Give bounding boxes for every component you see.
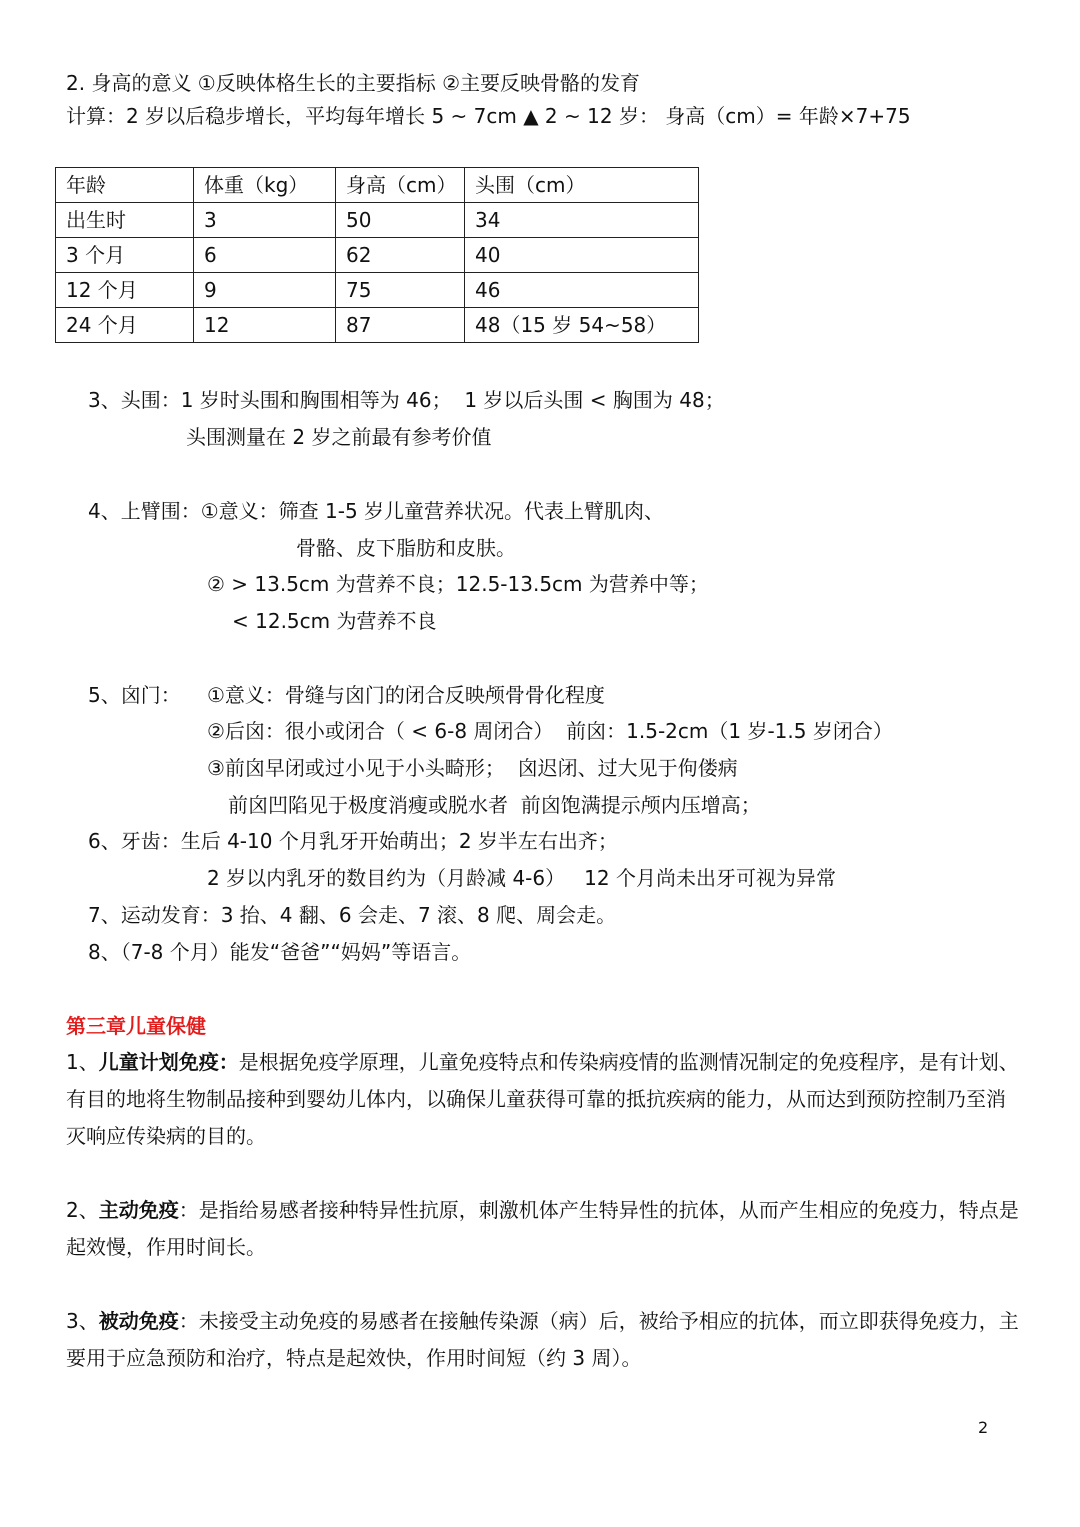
- table-cell: 6: [194, 238, 336, 273]
- paragraph-number: 2、: [66, 1198, 99, 1222]
- teeth-line-2: 2 岁以内乳牙的数目约为（月龄减 4-6） 12 个月尚未出牙可视为异常: [207, 866, 836, 890]
- paragraph-number: 1、: [66, 1050, 99, 1074]
- table-cell: 50: [336, 203, 465, 238]
- upper-arm-line-4: < 12.5cm 为营养不良: [232, 609, 437, 633]
- table-row: [56, 308, 699, 343]
- table-cell: 75: [336, 273, 465, 308]
- fontanelle-line-4: 前囟凹陷见于极度消瘦或脱水者 前囟饱满提示颅内压增高；: [228, 793, 761, 817]
- active-immunization-paragraph: [66, 1192, 1021, 1266]
- table-cell: 9: [194, 273, 336, 308]
- chapter-title: 第三章儿童保健: [66, 1014, 206, 1038]
- table-row: [56, 203, 699, 238]
- table-row: [56, 273, 699, 308]
- paragraph-text: 是根据免疫学原理，儿童免疫特点和传染病疫情的监测情况制定的免疫程序，是有计划、有目的地将生物制品接种到婴幼儿体内，以确保儿童获得可靠的抵抗疾病的能力，从而达到预防控制乃至消灭响应传染病的目的。: [66, 1050, 1019, 1148]
- table-cell: 12: [194, 308, 336, 343]
- fontanelle-label: 5、囟门：: [88, 683, 181, 707]
- upper-arm-line-3: ② > 13.5cm 为营养不良；12.5-13.5cm 为营养中等；: [207, 572, 709, 596]
- table-cell: 40: [465, 238, 699, 273]
- upper-arm-line-2: 骨骼、皮下脂肪和皮肤。: [296, 536, 516, 560]
- upper-arm-line-1: 4、上臂围：①意义：筛查 1-5 岁儿童营养状况。代表上臂肌肉、: [88, 499, 665, 523]
- header-height: 身高（cm）: [336, 168, 465, 203]
- table-cell: 62: [336, 238, 465, 273]
- head-circumference-note: 头围测量在 2 岁之前最有参考价值: [186, 425, 492, 449]
- planned-immunization-paragraph: [66, 1044, 1021, 1155]
- fontanelle-line-3: ③前囟早闭或过小见于小头畸形； 囟迟闭、过大见于佝偻病: [207, 756, 738, 780]
- growth-table: [55, 167, 699, 343]
- table-cell: 87: [336, 308, 465, 343]
- table-cell: 24 个月: [56, 308, 194, 343]
- paragraph-number: 3、: [66, 1309, 99, 1333]
- table-cell: 12 个月: [56, 273, 194, 308]
- teeth-line-1: 6、牙齿：生后 4-10 个月乳牙开始萌出；2 岁半左右出齐；: [88, 829, 618, 853]
- head-circumference-line: 3、头围：1 岁时头围和胸围相等为 46； 1 岁以后头围 < 胸围为 48；: [88, 388, 725, 412]
- table-cell: 34: [465, 203, 699, 238]
- height-calculation-line: 计算：2 岁以后稳步增长，平均每年增长 5 ~ 7cm ▲ 2 ~ 12 岁： 身高（cm）= 年龄×7+75: [66, 104, 911, 128]
- table-cell: 3 个月: [56, 238, 194, 273]
- table-cell: 出生时: [56, 203, 194, 238]
- language-development-line: 8、（7-8 个月）能发“爸爸”“妈妈”等语言。: [88, 940, 472, 964]
- fontanelle-line-2: ②后囟：很小或闭合（ < 6-8 周闭合） 前囟：1.5-2cm（1 岁-1.5 岁闭合）: [207, 719, 893, 743]
- height-significance-line: 2. 身高的意义 ①反映体格生长的主要指标 ②主要反映骨骼的发育: [66, 71, 641, 95]
- table-row: [56, 238, 699, 273]
- table-cell: 3: [194, 203, 336, 238]
- table-cell: 46: [465, 273, 699, 308]
- paragraph-text: ：未接受主动免疫的易感者在接触传染源（病）后，被给予相应的抗体，而立即获得免疫力，主要用于应急预防和治疗，特点是起效快，作用时间短（约 3 周）。: [66, 1309, 1019, 1370]
- term-active-immunization: 主动免疫: [98, 1198, 179, 1222]
- paragraph-text: ：是指给易感者接种特异性抗原，刺激机体产生特异性的抗体，从而产生相应的免疫力，特点是起效慢，作用时间长。: [66, 1198, 1019, 1259]
- passive-immunization-paragraph: [66, 1303, 1021, 1377]
- header-head-circumference: 头围（cm）: [465, 168, 699, 203]
- term-planned-immunization: 儿童计划免疫：: [98, 1050, 239, 1074]
- table-header-row: [56, 168, 699, 203]
- table-cell: 48（15 岁 54~58）: [465, 308, 699, 343]
- fontanelle-line-1: ①意义：骨缝与囟门的闭合反映颅骨骨化程度: [207, 683, 605, 707]
- motor-development-line: 7、运动发育：3 抬、4 翻、6 会走、7 滚、8 爬、周会走。: [88, 903, 617, 927]
- page-number: 2: [978, 1418, 989, 1437]
- header-weight: 体重（kg）: [194, 168, 336, 203]
- header-age: 年龄: [56, 168, 194, 203]
- term-passive-immunization: 被动免疫: [98, 1309, 179, 1333]
